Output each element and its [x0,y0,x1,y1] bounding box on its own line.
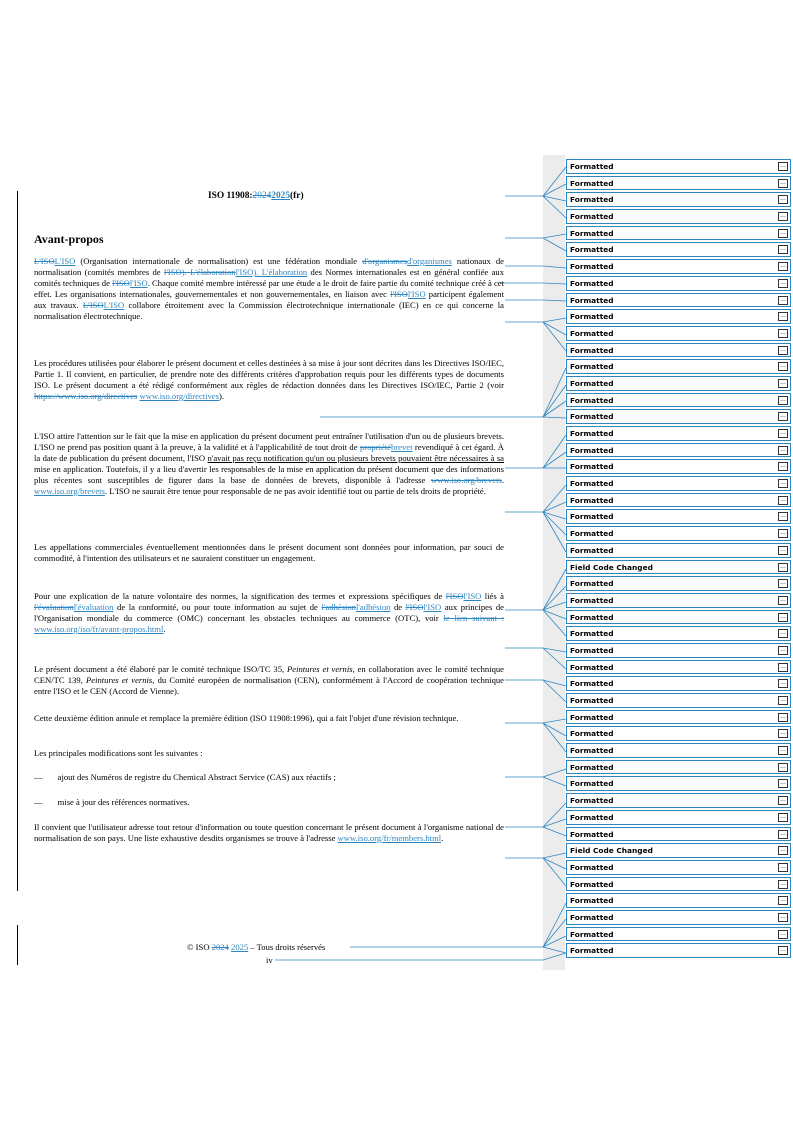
balloon-details-button[interactable]: ... [778,596,788,605]
balloon-details-button[interactable]: ... [778,813,788,822]
revision-balloon-label: Formatted [570,912,614,922]
body-text: Il convient que l'utilisateur adresse tout retour d'information ou toute question concernant le présent document à l'organisme national de normalisation de son pays. Une liste exhaustive desdits organismes se trouve à l'adresse [34,822,504,843]
directives-link[interactable]: www.iso.org/directives [139,391,219,401]
balloon-details-button[interactable]: ... [778,546,788,555]
balloon-details-button[interactable]: ... [778,679,788,688]
paragraph-9 [34,822,504,844]
body-text: Les principales modifications sont les suivantes : [34,748,203,758]
balloon-details-button[interactable]: ... [778,846,788,855]
balloon-details-button[interactable]: ... [778,329,788,338]
body-text: des Normes internationales est en général confiée aux comités techniques de [34,267,505,288]
revision-balloon[interactable] [566,827,791,842]
body-text: Le présent document a été élaboré par le comité technique ISO/TC 35, [34,664,288,674]
balloon-details-button[interactable]: ... [778,446,788,455]
inserted-text: L'ISO [54,256,76,266]
deleted-text: l'ISO [112,278,130,288]
body-text: Les procédures utilisées pour élaborer le présent document et celles destinées à sa mise à jour sont décrites dans les Directives ISO/IEC, Partie 1. Il convient, en particulier, de prendre note des différents critères d'approbation requis pour les différents types de documents ISO. Le présent document a été rédigé conformément aux règles de rédaction données dans les Directives ISO/IEC, Partie 2 (voir [34,358,504,390]
body-text: , en collaboration avec le comité technique CEN/TC 139, [34,664,504,685]
balloon-details-button[interactable]: ... [778,179,788,188]
revision-balloon[interactable] [566,409,791,424]
balloon-details-button[interactable]: ... [778,312,788,321]
revision-balloon[interactable] [566,476,791,491]
balloon-details-button[interactable]: ... [778,563,788,572]
body-text: participent également aux travaux. [34,289,504,310]
revision-balloon[interactable] [566,543,791,558]
revision-balloon-label: Formatted [570,629,614,639]
revision-balloon-label: Formatted [570,896,614,906]
balloon-details-button[interactable]: ... [778,930,788,939]
balloon-details-button[interactable]: ... [778,379,788,388]
inserted-text: brevet [391,442,413,452]
revision-balloon[interactable] [566,309,791,324]
revision-balloon-label: Formatted [570,462,614,472]
deleted-text: l'ISO [445,591,464,601]
body-text: revendiqué à cet égard. À la date de publication du présent document, l'ISO [34,442,504,463]
revision-balloon-label: Formatted [570,445,614,455]
body-text: . [441,833,444,843]
revision-balloon[interactable] [566,209,791,224]
deleted-text: le lien suivant : [443,613,504,623]
balloon-details-button[interactable]: ... [778,162,788,171]
revision-balloon-label: Formatted [570,729,614,739]
revision-balloon[interactable] [566,560,791,575]
deleted-text: L'ISO [34,256,55,266]
revision-balloon[interactable] [566,242,791,257]
revision-balloon-label: Formatted [570,212,614,222]
balloon-details-button[interactable]: ... [778,729,788,738]
revision-balloon[interactable] [566,226,791,241]
balloon-details-button[interactable]: ... [778,279,788,288]
balloon-details-button[interactable]: ... [778,796,788,805]
revision-balloon-label: Formatted [570,545,614,555]
page-footer [187,942,325,952]
list-dash: — [34,772,43,782]
deleted-text: l'ISO). L'élaboration [163,267,236,277]
balloon-details-button[interactable]: ... [778,629,788,638]
body-text: ). [219,391,225,401]
inserted-text: l'adhésion [355,602,391,612]
revision-balloon[interactable] [566,910,791,925]
revision-balloon[interactable] [566,459,791,474]
revision-balloon[interactable] [566,593,791,608]
body-text: . Chaque comité membre intéressé par une étude a le droit de faire partie du comité technique créé à cet effet. Les organisations internationales, gouvernementales et non gouvernementales, en liaison avec [34,278,504,299]
revision-balloon[interactable] [566,276,791,291]
revision-balloon-label: Formatted [570,295,614,305]
revision-balloon[interactable] [566,726,791,741]
balloon-details-button[interactable]: ... [778,396,788,405]
balloon-details-button[interactable]: ... [778,245,788,254]
balloon-details-button[interactable]: ... [778,496,788,505]
revision-balloon[interactable] [566,877,791,892]
inserted-text: L'ISO [103,300,125,310]
paragraph-7 [34,713,504,724]
balloon-details-button[interactable]: ... [778,362,788,371]
balloon-details-button[interactable]: ... [778,262,788,271]
revision-balloon-label: Formatted [570,512,614,522]
body-text: de la conformité, ou pour toute information au sujet de [113,602,322,612]
balloon-details-button[interactable]: ... [778,512,788,521]
foreword-link[interactable]: www.iso.org/iso/fr/avant-propos.html [34,624,164,634]
revision-balloon-label: Formatted [570,278,614,288]
underlined-text: n'avait pas reçu notification qu'un ou plusieurs brevets pouvaient être nécessaires à sa [207,453,504,463]
revision-balloon-label: Formatted [570,645,614,655]
inserted-text: l'ISO [407,289,426,299]
page-title: Avant-propos [34,232,104,246]
balloon-details-button[interactable]: ... [778,946,788,955]
revision-balloon-label: Formatted [570,362,614,372]
revision-balloon-label: Formatted [570,479,614,489]
revision-balloon[interactable] [566,943,791,958]
balloon-details-button[interactable]: ... [778,529,788,538]
patents-link[interactable]: www.iso.org/brevets [34,486,105,496]
revision-balloon[interactable] [566,710,791,725]
revision-balloon[interactable] [566,793,791,808]
deleted-text: propriété [359,442,391,452]
revision-balloon-label: Formatted [570,829,614,839]
revision-balloon[interactable] [566,626,791,641]
revision-balloon-label: Formatted [570,262,614,272]
revision-balloon-label: Formatted [570,395,614,405]
balloon-details-button[interactable]: ... [778,713,788,722]
list-text: ajout des Numéros de registre du Chemical Abstract Service (CAS) aux réactifs ; [57,772,336,782]
members-link[interactable]: www.iso.org/fr/members.html [337,833,442,843]
paragraph-1 [34,256,504,322]
revision-balloon-label: Formatted [570,879,614,889]
revision-balloon-label: Formatted [570,162,614,171]
revision-balloon-label: Field Code Changed [570,846,653,856]
revision-balloon[interactable] [566,376,791,391]
revision-balloon-label: Formatted [570,328,614,338]
inserted-text: d'organismes [407,256,452,266]
inserted-text: l'ISO [423,602,442,612]
inserted-text: l'évaluation [73,602,114,612]
balloon-details-button[interactable]: ... [778,896,788,905]
body-text: . L'ISO ne saurait être tenue pour responsable de ne pas avoir identifié tout ou partie de tels droits de propriété. [104,486,486,496]
deleted-text: l'ISO [405,602,424,612]
body-text: . [501,475,504,485]
balloon-details-button[interactable]: ... [778,830,788,839]
header-std-number: 11908: [226,191,253,201]
deleted-text: l'adhésion [321,602,356,612]
revision-balloon-label: Formatted [570,929,614,939]
revision-balloon[interactable] [566,676,791,691]
deleted-text: L'ISO [82,300,104,310]
italic-text: Peintures et vernis [86,675,153,685]
balloon-details-button[interactable]: ... [778,646,788,655]
revision-balloon-label: Formatted [570,595,614,605]
header-std-prefix: ISO [208,191,225,201]
revision-balloon[interactable] [566,393,791,408]
header-lang: (fr) [290,191,304,201]
revision-balloon-label: Formatted [570,696,614,705]
balloon-details-button[interactable]: ... [778,763,788,772]
revision-balloon-label: Formatted [570,412,614,422]
body-text: aux principes de l'Organisation mondiale du commerce (OMC) concernant les obstacles techniques au commerce (OTC), voir [34,602,504,623]
body-text: de [390,602,406,612]
revision-balloon[interactable] [566,660,791,675]
revision-balloon[interactable] [566,259,791,274]
paragraph-5 [34,591,504,635]
revision-balloon-label: Formatted [570,779,614,789]
revision-balloon-label: Formatted [570,378,614,388]
paragraph-8 [34,748,504,759]
balloon-details-button[interactable]: ... [778,412,788,421]
revision-balloon[interactable] [566,776,791,791]
balloon-details-button[interactable]: ... [778,779,788,788]
revision-balloon[interactable] [566,576,791,591]
revision-balloon-label: Formatted [570,495,614,505]
balloon-details-button[interactable]: ... [778,696,788,705]
body-text: Cette deuxième édition annule et remplace la première édition (ISO 11908:1996), qui a fait l'objet d'une révision technique. [34,713,459,723]
balloon-details-button[interactable]: ... [778,913,788,922]
revision-balloons-pane [566,159,791,960]
paragraph-3 [34,431,504,497]
revision-balloon[interactable] [566,343,791,358]
body-text: liés à [481,591,504,601]
deleted-text: l'évaluation [34,602,74,612]
inserted-text: l'ISO). L'élaboration [235,267,308,277]
balloon-details-button[interactable]: ... [778,663,788,672]
balloon-details-button[interactable]: ... [778,613,788,622]
revision-balloon-label: Formatted [570,679,614,689]
body-text: mise en application. Toutefois, il y a lieu d'avertir les responsables de la mise en application du présent document que des informations plus récentes sont susceptibles de figurer dans la base de données de brevets, disponible à l'adresse [34,464,504,485]
deleted-text: l'ISO [390,289,408,299]
list-item [34,797,189,807]
footer-rights: – Tous droits réservés [248,942,326,952]
deleted-text: d'organismes [362,256,408,266]
list-dash: — [34,797,43,807]
revision-balloon-label: Formatted [570,812,614,822]
revision-balloon[interactable] [566,810,791,825]
revision-balloon[interactable] [566,159,791,174]
revision-balloon[interactable] [566,526,791,541]
revision-balloon-label: Formatted [570,796,614,806]
revision-balloon[interactable] [566,860,791,875]
balloon-details-button[interactable]: ... [778,296,788,305]
revision-balloon-label: Formatted [570,228,614,238]
header-year-deleted: 2024 [252,191,272,201]
revision-balloon-label: Formatted [570,429,614,438]
revision-balloon-label: Formatted [570,746,614,756]
balloon-details-button[interactable]: ... [778,195,788,204]
document-header [208,191,304,201]
revision-balloon[interactable] [566,426,791,441]
body-text: Pour une explication de la nature volontaire des normes, la signification des termes et expressions spécifiques de [34,591,446,601]
balloon-details-button[interactable]: ... [778,462,788,471]
revision-balloon-label: Formatted [570,862,614,872]
balloon-details-button[interactable]: ... [778,579,788,588]
deleted-link: www.iso.org/brevets [430,475,502,485]
revision-balloon[interactable] [566,760,791,775]
body-text: . [163,624,166,634]
revision-balloon-label: Formatted [570,612,614,622]
page-number: iv [266,955,273,965]
body-text: Les appellations commerciales éventuellement mentionnées dans le présent document sont données pour information, par souci de commodité, à l'intention des utilisateurs et ne sauraient constituer un engagement. [34,542,504,563]
balloon-details-button[interactable]: ... [778,746,788,755]
list-text: mise à jour des références normatives. [57,797,190,807]
footer-year-deleted: 2024 [211,942,229,952]
paragraph-2 [34,358,504,402]
revision-balloon[interactable] [566,176,791,191]
revision-balloon[interactable] [566,509,791,524]
header-year-inserted: 2025 [271,191,291,201]
revision-balloon-label: Formatted [570,245,614,255]
balloon-details-button[interactable]: ... [778,429,788,438]
revision-balloon-label: Field Code Changed [570,562,653,572]
footer-copyright: © ISO [187,942,212,952]
body-text: L'ISO attire l'attention sur le fait que la mise en application du présent document peut entraîner l'utilisation d'un ou de plusieurs brevets. L'ISO ne prend pas position quant à la preuve, à la validité et à l'applicabilité de tout droit de [34,431,504,452]
revision-balloon[interactable] [566,927,791,942]
balloon-details-button[interactable]: ... [778,229,788,238]
paragraph-4 [34,542,504,564]
balloon-details-button[interactable]: ... [778,479,788,488]
body-text: collabore étroitement avec la Commission électrotechnique internationale (IEC) en ce qui concerne la normalisation électrotechnique. [34,300,504,321]
revision-balloon[interactable] [566,359,791,374]
inserted-text: l'ISO [129,278,148,288]
revision-balloon-label: Formatted [570,579,614,589]
revision-balloon[interactable] [566,843,791,858]
revision-balloon[interactable] [566,893,791,908]
body-text: nationaux de normalisation (comités membres de [34,256,504,277]
body-text: , du Comité européen de normalisation (CEN), conformément à l'Accord de coopération technique entre l'ISO et le CEN (Accord de Vienne). [34,675,504,696]
balloon-details-button[interactable]: ... [778,346,788,355]
revision-balloon[interactable] [566,743,791,758]
revision-balloon-label: Formatted [570,946,614,956]
balloon-details-button[interactable]: ... [778,212,788,221]
deleted-link: https://www.iso.org/directives [34,391,138,401]
revision-balloon[interactable] [566,643,791,658]
revision-balloon-label: Formatted [570,529,614,539]
revision-balloon-label: Formatted [570,178,614,188]
italic-text: Peintures et vernis [287,664,353,674]
revision-balloon-label: Formatted [570,345,614,355]
revision-balloon-label: Formatted [570,762,614,772]
balloon-details-button[interactable]: ... [778,880,788,889]
revision-balloon[interactable] [566,693,791,708]
inserted-text: l'ISO [463,591,482,601]
balloon-details-button[interactable]: ... [778,863,788,872]
revision-balloon[interactable] [566,493,791,508]
paragraph-6 [34,664,504,697]
revision-balloon[interactable] [566,443,791,458]
revision-balloon[interactable] [566,293,791,308]
footer-year-inserted: 2025 [231,942,249,952]
revision-balloon[interactable] [566,326,791,341]
revision-balloon-label: Formatted [570,195,614,205]
body-text: (Organisation internationale de normalisation) est une fédération mondiale [75,256,363,266]
revision-balloon[interactable] [566,192,791,207]
revision-balloon-label: Formatted [570,312,614,322]
revision-balloon[interactable] [566,610,791,625]
list-item [34,772,336,782]
revision-balloon-label: Formatted [570,712,614,722]
revision-balloon-label: Formatted [570,662,614,672]
